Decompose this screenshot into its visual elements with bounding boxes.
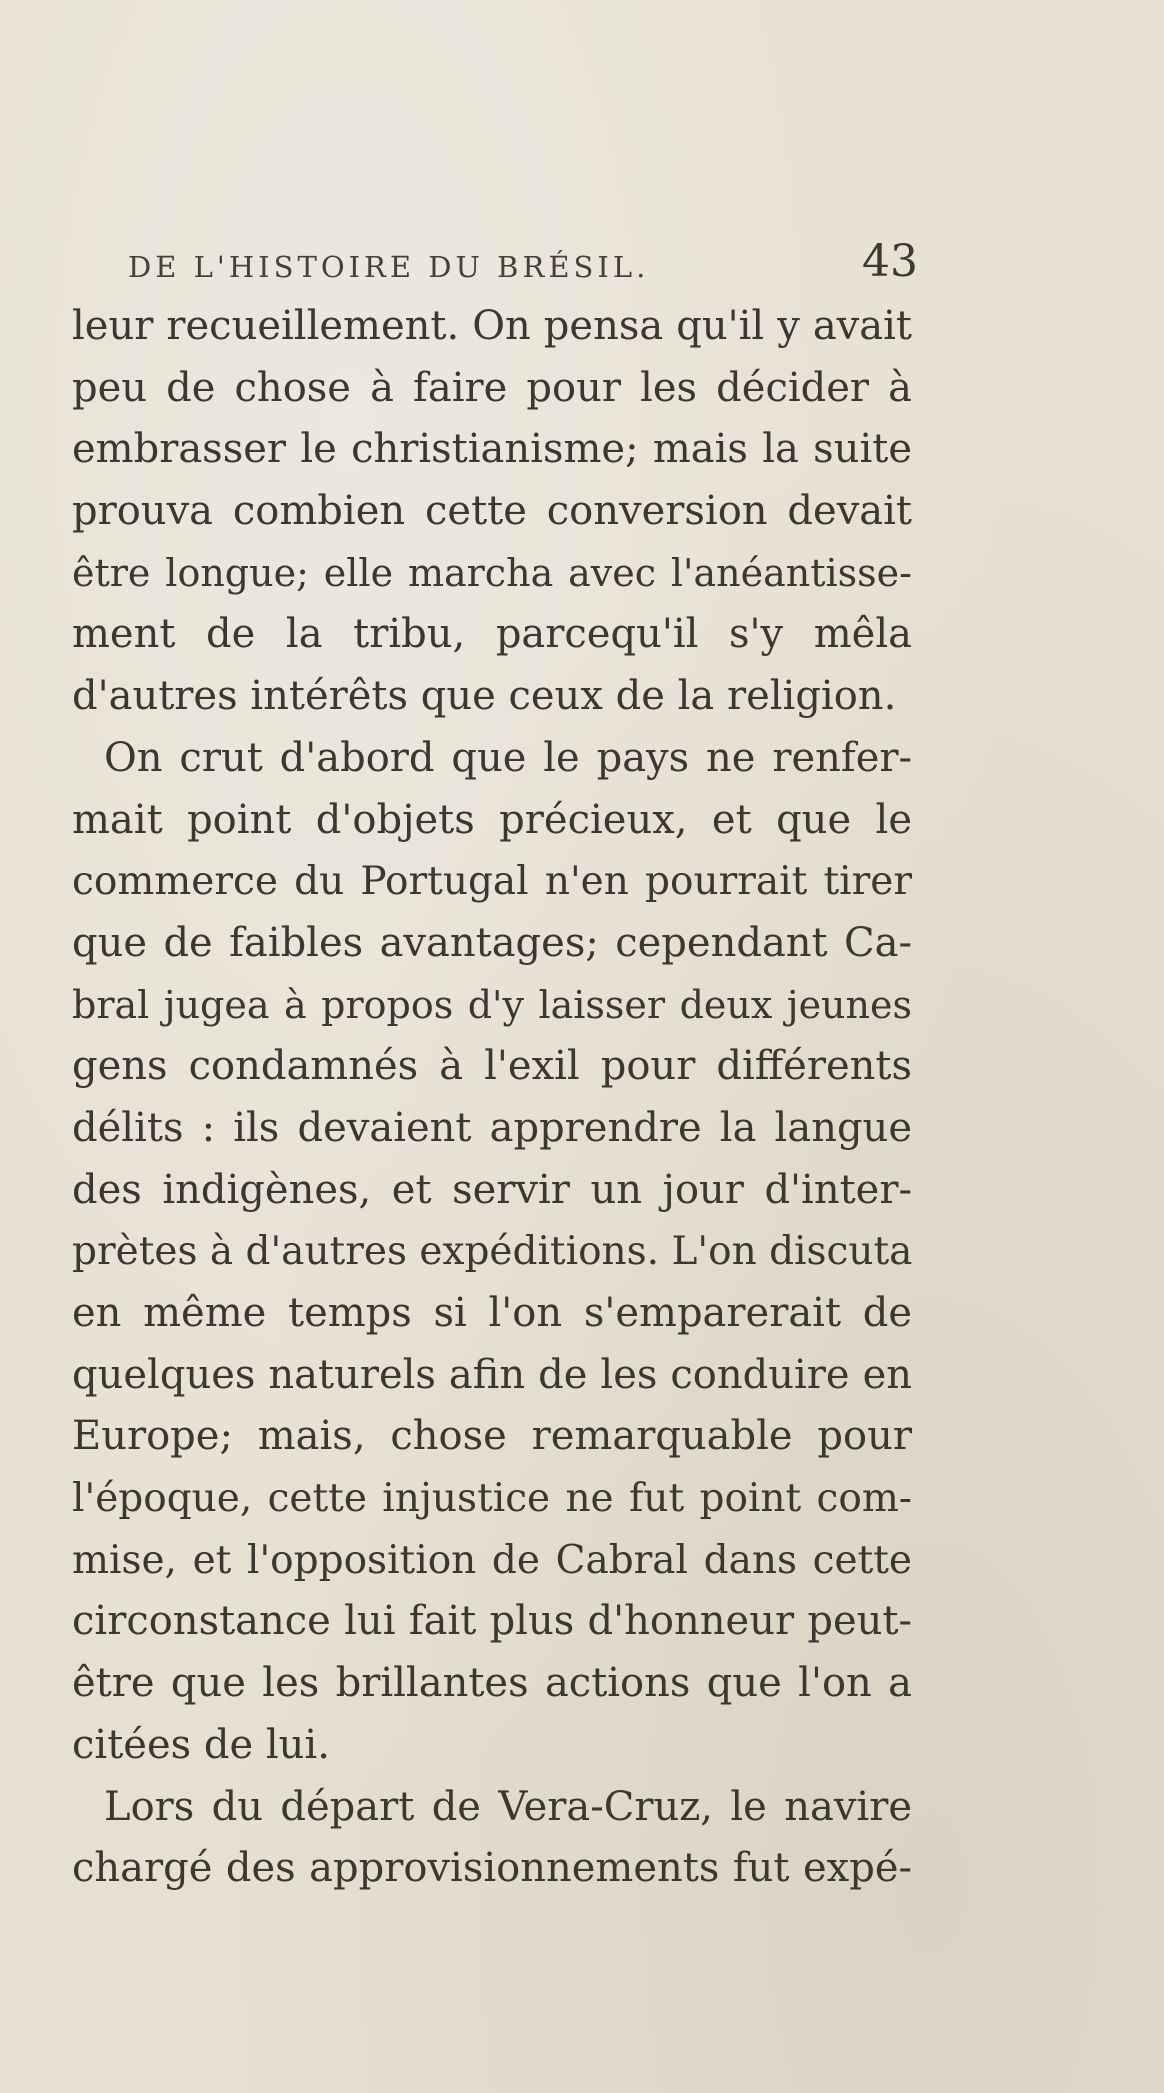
page-number: 43: [862, 236, 918, 287]
text-line: prouva combien cette conversion devait: [72, 488, 912, 535]
text-line: prètes à d'autres expéditions. L'on discuta: [72, 1229, 913, 1275]
paragraph-first-line: Lors du départ de Vera-Cruz, le navire: [104, 1783, 912, 1830]
paragraph-first-line: On crut d'abord que le pays ne renfer-: [104, 734, 912, 781]
text-line: l'époque, cette injustice ne fut point com-: [72, 1476, 912, 1522]
text-line: d'autres intérêts que ceux de la religion.: [72, 673, 897, 720]
text-line: être que les brillantes actions que l'on a: [72, 1660, 912, 1707]
text-line: délits : ils devaient apprendre la langue: [72, 1104, 912, 1151]
text-line: citées de lui.: [72, 1721, 330, 1768]
text-line: gens condamnés à l'exil pour différents: [72, 1043, 912, 1090]
text-line: mise, et l'opposition de Cabral dans cette: [72, 1537, 912, 1583]
text-line: circonstance lui fait plus d'honneur peut-: [72, 1598, 912, 1645]
text-line: embrasser le christianisme; mais la suite: [72, 426, 912, 473]
running-title: DE L'HISTOIRE DU BRÉSIL.: [128, 250, 650, 284]
body-text: [72, 296, 912, 1900]
text-line: quelques naturels afin de les conduire en: [72, 1351, 912, 1398]
text-line: ment de la tribu, parcequ'il s'y mêla: [72, 611, 912, 658]
text-line: bral jugea à propos d'y laisser deux jeunes: [72, 982, 912, 1027]
text-line: en même temps si l'on s'emparerait de: [72, 1290, 912, 1336]
text-line: leur recueillement. On pensa qu'il y avait: [72, 303, 912, 349]
text-line: des indigènes, et servir un jour d'inter-: [72, 1166, 912, 1213]
text-line: chargé des approvisionnements fut expé-: [72, 1845, 912, 1892]
page-header: [128, 236, 918, 296]
text-line: mait point d'objets précieux, et que le: [72, 796, 912, 843]
text-line: Europe; mais, chose remarquable pour: [72, 1413, 912, 1460]
text-line: être longue; elle marcha avec l'anéantisse-: [72, 550, 912, 595]
text-line: peu de chose à faire pour les décider à: [72, 364, 912, 411]
text-line: que de faibles avantages; cependant Ca-: [72, 919, 912, 966]
text-line: commerce du Portugal n'en pourrait tirer: [72, 859, 912, 905]
